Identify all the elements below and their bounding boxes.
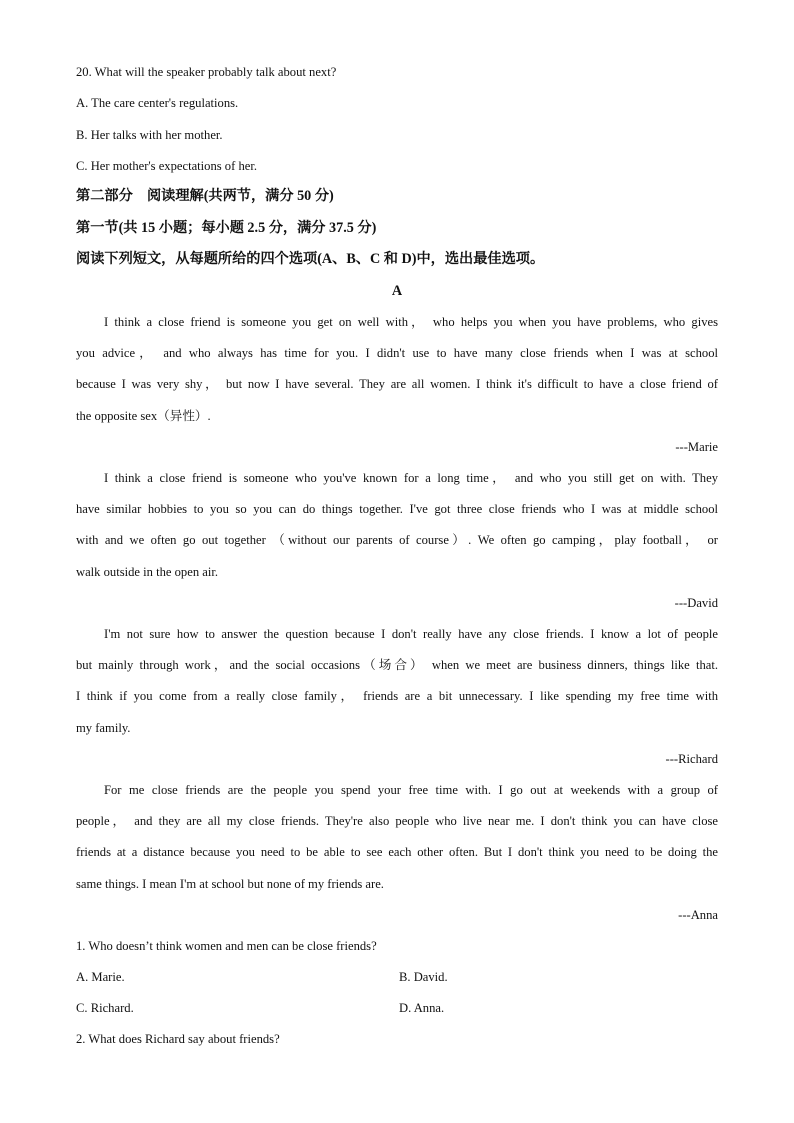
paragraph-author: ---Anna — [678, 908, 718, 922]
question-1-option-c: C. Richard. — [76, 1001, 134, 1015]
passage-label: A — [391, 283, 403, 299]
question-20-stem: 20. What will the speaker probably talk about next? — [76, 65, 337, 79]
paragraph-line: people， and they are all my close friends. They're also people who live near me. I don't think you can have close — [76, 814, 718, 828]
paragraph-line: walk outside in the open air. — [76, 565, 218, 579]
paragraph-line: have similar hobbies to you so you can do things together. I've got three close friends who I was at middle school — [76, 502, 718, 516]
paragraph-line: with and we often go out together （without our parents of course）. We often go camping，play football， or — [76, 533, 718, 547]
paragraph-line: I think a close friend is someone you get on well with， who helps you when you have problems, who gives — [104, 315, 718, 329]
part-title: 第二部分 阅读理解(共两节，满分 50 分) — [76, 188, 334, 204]
paragraph-line: you advice， and who always has time for you. I didn't use to have many close friends when I was at school — [76, 346, 718, 360]
sub-section-title: 第一节(共 15 小题；每小题 2.5 分，满分 37.5 分) — [76, 220, 377, 236]
paragraph-author: ---Marie — [675, 440, 718, 454]
paragraph-line: the opposite sex（异性）. — [76, 409, 211, 423]
paragraph-author: ---David — [674, 596, 718, 610]
paragraph-line: I think if you come from a really close family， friends are a bit unnecessary. I like spending my free time with — [76, 689, 718, 703]
paragraph-line: but mainly through work，and the social occasions（场合） when we meet are business dinners, things like that. — [76, 658, 718, 672]
paragraph-line: I think a close friend is someone who you've known for a long time， and who you still get on with. They — [104, 471, 718, 485]
paragraph-line: my family. — [76, 721, 131, 735]
paragraph-line: same things. I mean I'm at school but none of my friends are. — [76, 877, 384, 891]
question-20-option-c: C. Her mother's expectations of her. — [76, 159, 257, 173]
paragraph-author: ---Richard — [665, 752, 718, 766]
paragraph-line: friends at a distance because you need to be able to see each other often. But I don't think you need to be doing the — [76, 845, 718, 859]
question-2-stem: 2. What does Richard say about friends? — [76, 1032, 280, 1046]
paragraph-line: I'm not sure how to answer the question because I don't really have any close friends. I know a lot of people — [104, 627, 718, 641]
question-1-stem: 1. Who doesn’t think women and men can be close friends? — [76, 939, 377, 953]
question-1-option-a: A. Marie. — [76, 970, 125, 984]
section-instruction: 阅读下列短文，从每题所给的四个选项(A、B、C 和 D)中，选出最佳选项。 — [76, 251, 545, 267]
question-1-option-b: B. David. — [399, 970, 448, 984]
paragraph-line: because I was very shy， but now I have several. They are all women. I think it's difficult to have a close friend of — [76, 377, 718, 391]
paragraph-line: For me close friends are the people you spend your free time with. I go out at weekends with a group of — [104, 783, 718, 797]
question-20-option-b: B. Her talks with her mother. — [76, 128, 223, 142]
question-1-option-d: D. Anna. — [399, 1001, 445, 1015]
question-20-option-a: A. The care center's regulations. — [76, 96, 239, 110]
